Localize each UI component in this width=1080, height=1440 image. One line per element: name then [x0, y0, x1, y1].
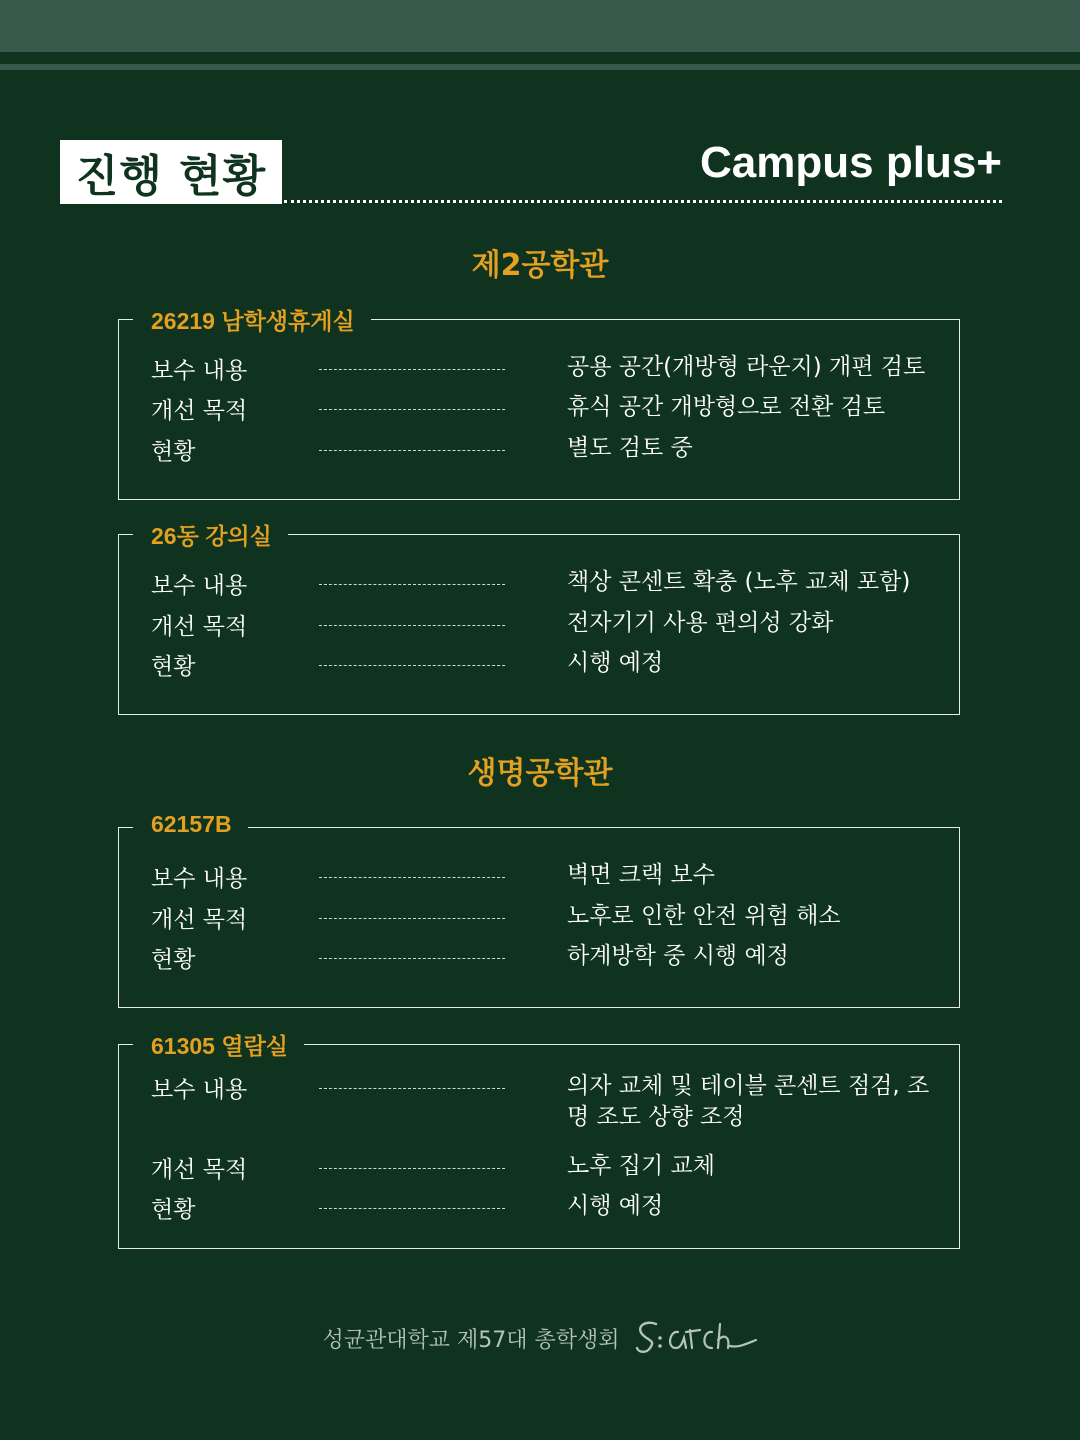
dashed-leader [319, 1168, 505, 1169]
row-label: 현황 [151, 654, 196, 680]
scatch-logo-icon [634, 1318, 758, 1358]
row-value: 별도 검토 중 [567, 435, 693, 461]
dashed-leader [319, 625, 505, 626]
info-row [151, 1151, 941, 1183]
dashed-leader [319, 369, 505, 370]
dashed-leader [319, 918, 505, 919]
row-value: 노후로 인한 안전 위험 해소 [567, 903, 841, 929]
row-label: 보수 내용 [151, 573, 248, 599]
room-card [118, 308, 960, 500]
row-label: 개선 목적 [151, 907, 248, 933]
info-row [151, 392, 941, 424]
info-row [151, 567, 941, 599]
row-label: 현황 [151, 439, 196, 465]
row-value: 하계방학 중 시행 예정 [567, 943, 789, 969]
room-title: 61305 열람실 [133, 1028, 304, 1061]
row-value: 휴식 공간 개방형으로 전환 검토 [567, 394, 886, 420]
info-row [151, 433, 941, 465]
row-value: 전자기기 사용 편의성 강화 [567, 610, 834, 636]
info-row [151, 901, 941, 933]
dashed-leader [319, 1208, 505, 1209]
dashed-leader [319, 958, 505, 959]
row-label: 개선 목적 [151, 398, 248, 424]
footer-organization: 성균관대학교 제57대 총학생회 [322, 1327, 620, 1353]
row-value: 시행 예정 [567, 650, 664, 676]
brand-title: Campus plus+ [700, 138, 1002, 187]
info-row [151, 860, 941, 892]
row-label: 개선 목적 [151, 1157, 248, 1183]
dashed-leader [319, 1088, 505, 1089]
row-label: 현황 [151, 947, 196, 973]
footer [0, 1316, 1080, 1360]
row-label: 개선 목적 [151, 614, 248, 640]
header-dotted-divider [284, 200, 1002, 203]
row-value: 의자 교체 및 테이블 콘센트 점검, 조명 조도 상향 조정 [567, 1073, 930, 1130]
room-title: 26219 남학생휴게실 [133, 303, 371, 336]
info-row [151, 608, 941, 640]
dashed-leader [319, 584, 505, 585]
room-card [118, 811, 960, 1008]
row-label: 보수 내용 [151, 1077, 248, 1103]
dashed-leader [319, 877, 505, 878]
top-banner-bar [0, 0, 1080, 52]
row-label: 보수 내용 [151, 866, 248, 892]
room-title: 62157B [133, 811, 248, 838]
row-label: 현황 [151, 1197, 196, 1223]
info-row [151, 1191, 941, 1223]
row-value: 벽면 크랙 보수 [567, 862, 715, 888]
page-title-box [60, 140, 282, 204]
row-value: 책상 콘센트 확충 (노후 교체 포함) [567, 569, 911, 595]
top-divider-line [0, 64, 1080, 70]
room-title: 26동 강의실 [133, 518, 288, 551]
room-card [118, 1033, 960, 1249]
row-value: 공용 공간(개방형 라운지) 개편 검토 [567, 354, 926, 380]
info-row [151, 941, 941, 973]
info-row [151, 648, 941, 680]
building-title: 제2공학관 [471, 248, 609, 283]
room-card [118, 523, 960, 715]
info-row [151, 1071, 941, 1137]
dashed-leader [319, 409, 505, 410]
info-row [151, 352, 941, 384]
row-value: 시행 예정 [567, 1193, 664, 1219]
page-title: 진행 현황 [75, 151, 267, 202]
building-title: 생명공학관 [467, 756, 613, 791]
row-value: 노후 집기 교체 [567, 1153, 715, 1179]
row-label: 보수 내용 [151, 358, 248, 384]
dashed-leader [319, 450, 505, 451]
dashed-leader [319, 665, 505, 666]
